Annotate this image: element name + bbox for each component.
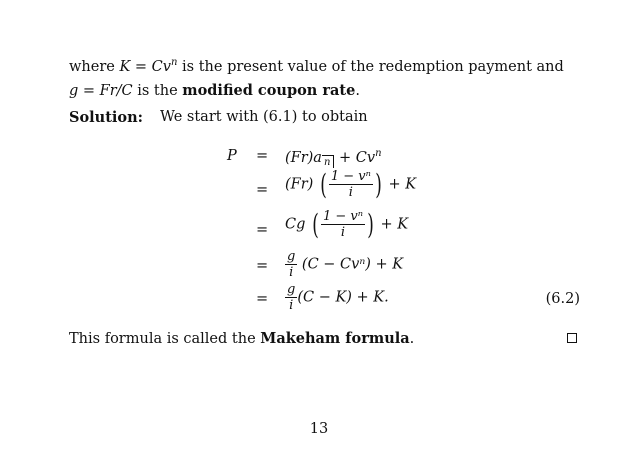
math-term: + K — [383, 176, 417, 193]
closing-sentence — [69, 330, 414, 347]
equation-number: (6.2) — [545, 291, 580, 307]
fraction-denominator: i — [340, 225, 346, 240]
math-term: + Cv — [334, 150, 376, 166]
intro-paragraph — [69, 51, 581, 103]
math-term: Cg — [285, 216, 306, 233]
solution-text: We start with (6.1) to obtain — [160, 109, 368, 125]
fraction — [285, 282, 297, 313]
fraction — [329, 169, 373, 200]
fraction — [321, 209, 365, 240]
text-fragment: . — [355, 83, 360, 99]
fraction-numerator: g — [287, 249, 296, 264]
annuity-angle-n: n — [322, 155, 334, 168]
equals-sign: = — [256, 291, 269, 307]
equals-sign: = — [256, 222, 269, 238]
equation-rhs-2 — [285, 169, 416, 200]
right-paren: ) — [367, 207, 374, 241]
fraction-denominator: i — [348, 185, 353, 200]
math-term: + K — [375, 216, 409, 233]
text-fragment: This formula is called the — [69, 331, 261, 347]
fraction-denominator: i — [289, 298, 294, 313]
math-superscript: n — [375, 148, 382, 159]
equation-rhs-3 — [285, 209, 408, 240]
math-term: (C − K) + K. — [297, 289, 389, 306]
equals-sign: = — [256, 148, 269, 164]
math-term: (C − Cvⁿ) + K — [297, 256, 404, 273]
text-fragment: . — [409, 331, 415, 347]
fraction-denominator: i — [289, 265, 294, 280]
solution-label: Solution: — [69, 109, 143, 126]
math-superscript: n — [170, 57, 178, 68]
text-fragment: is the present value of the redemption payment and — [177, 59, 564, 75]
left-paren: ( — [312, 207, 319, 241]
text-fragment: is the — [132, 83, 183, 99]
math-var-K: K — [119, 59, 131, 75]
fraction-numerator: g — [287, 282, 296, 297]
equation-rhs-1 — [285, 148, 382, 168]
right-paren: ) — [375, 167, 382, 201]
bold-term-modified-coupon-rate: modified coupon rate — [182, 82, 356, 99]
math-term: (Fr) — [285, 176, 314, 193]
equals-sign: = — [256, 258, 269, 274]
equation-rhs-4 — [285, 249, 403, 280]
bold-term-makeham-formula: Makeham formula — [260, 330, 410, 347]
left-paren: ( — [320, 167, 327, 201]
math-term: (Fr)a — [285, 150, 322, 166]
math-var-Cv: Cv — [151, 59, 171, 75]
math-equals: = — [130, 59, 152, 75]
equation-lhs: P — [227, 148, 237, 164]
qed-box-icon — [567, 333, 577, 343]
math-coupon-rate-def: g = Fr/C — [69, 83, 133, 99]
text-fragment: where — [69, 59, 120, 75]
fraction-numerator: 1 − vⁿ — [322, 209, 363, 224]
equation-rhs-5 — [285, 282, 389, 313]
fraction-numerator: 1 − vⁿ — [330, 169, 371, 184]
fraction — [285, 249, 297, 280]
page-number: 13 — [309, 421, 329, 437]
equals-sign: = — [256, 182, 269, 198]
